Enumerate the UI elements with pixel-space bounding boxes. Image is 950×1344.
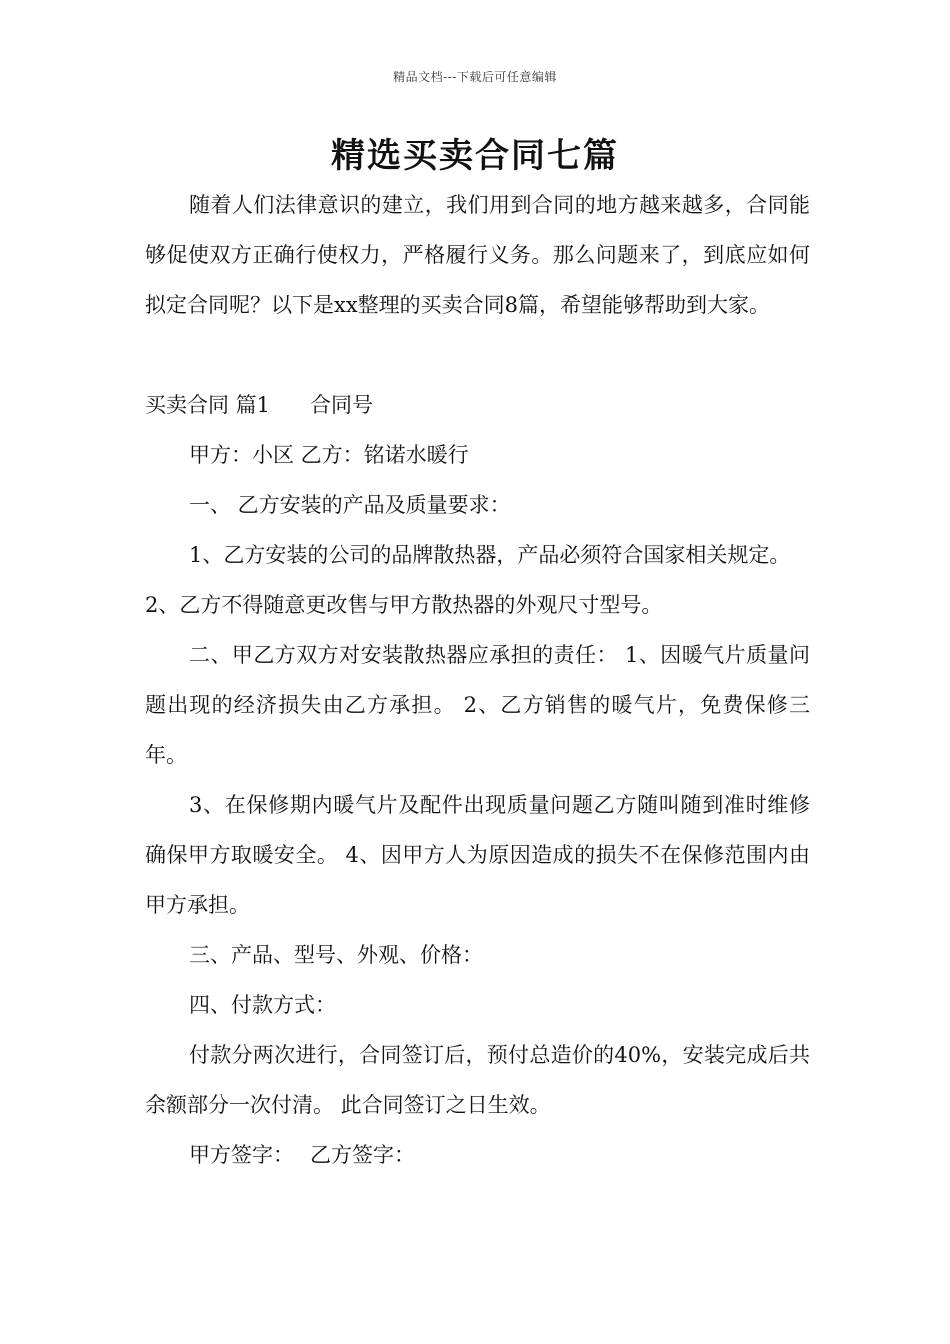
clause2-continuation: 3、在保修期内暖气片及配件出现质量问题乙方随叫随到准时维修确保甲方取暖安全。 4、因甲方人为原因造成的损失不在保修范围内由甲方承担。	[145, 793, 810, 917]
paragraph-gap	[145, 330, 810, 380]
payment-paragraph: 付款分两次进行，合同签订后，预付总造价的40%，安装完成后共余额部分一次付清。 此合同签订之日生效。	[145, 1043, 810, 1117]
parties-line: 甲方：小区 乙方：铭诺水暖行	[189, 443, 469, 467]
clause1-title: 一、 乙方安装的产品及质量要求：	[189, 493, 511, 517]
clause1-item2: 2、乙方不得随意更改售与甲方散热器的外观尺寸型号。	[145, 593, 663, 617]
clause3-title: 三、产品、型号、外观、价格：	[189, 943, 483, 967]
clause2-paragraph: 二、甲乙方双方对安装散热器应承担的责任： 1、因暖气片质量问题出现的经济损失由乙方承担。 2、乙方销售的暖气片，免费保修三年。	[145, 643, 810, 767]
clause4-title: 四、付款方式：	[189, 993, 336, 1017]
intro-paragraph: 随着人们法律意识的建立，我们用到合同的地方越来越多，合同能够促使双方正确行使权力，严格履行义务。那么问题来了，到底应如何拟定合同呢？以下是xx整理的买卖合同8篇，希望能够帮助到大家。	[145, 193, 810, 317]
signature-line	[145, 1130, 810, 1180]
clause1-item1: 1、乙方安装的公司的品牌散热器，产品必须符合国家相关规定。	[189, 543, 791, 567]
document-body	[145, 180, 810, 1180]
section-heading-left: 买卖合同 篇1	[145, 393, 271, 417]
section-heading-right: 合同号	[310, 393, 374, 417]
party-a-signature-label: 甲方签字：	[189, 1143, 294, 1167]
section-heading	[145, 380, 810, 430]
header-note: 精品文档---下载后可任意编辑	[393, 70, 557, 84]
party-b-signature-label: 乙方签字：	[310, 1143, 415, 1167]
document-title: 精选买卖合同七篇	[331, 136, 619, 176]
